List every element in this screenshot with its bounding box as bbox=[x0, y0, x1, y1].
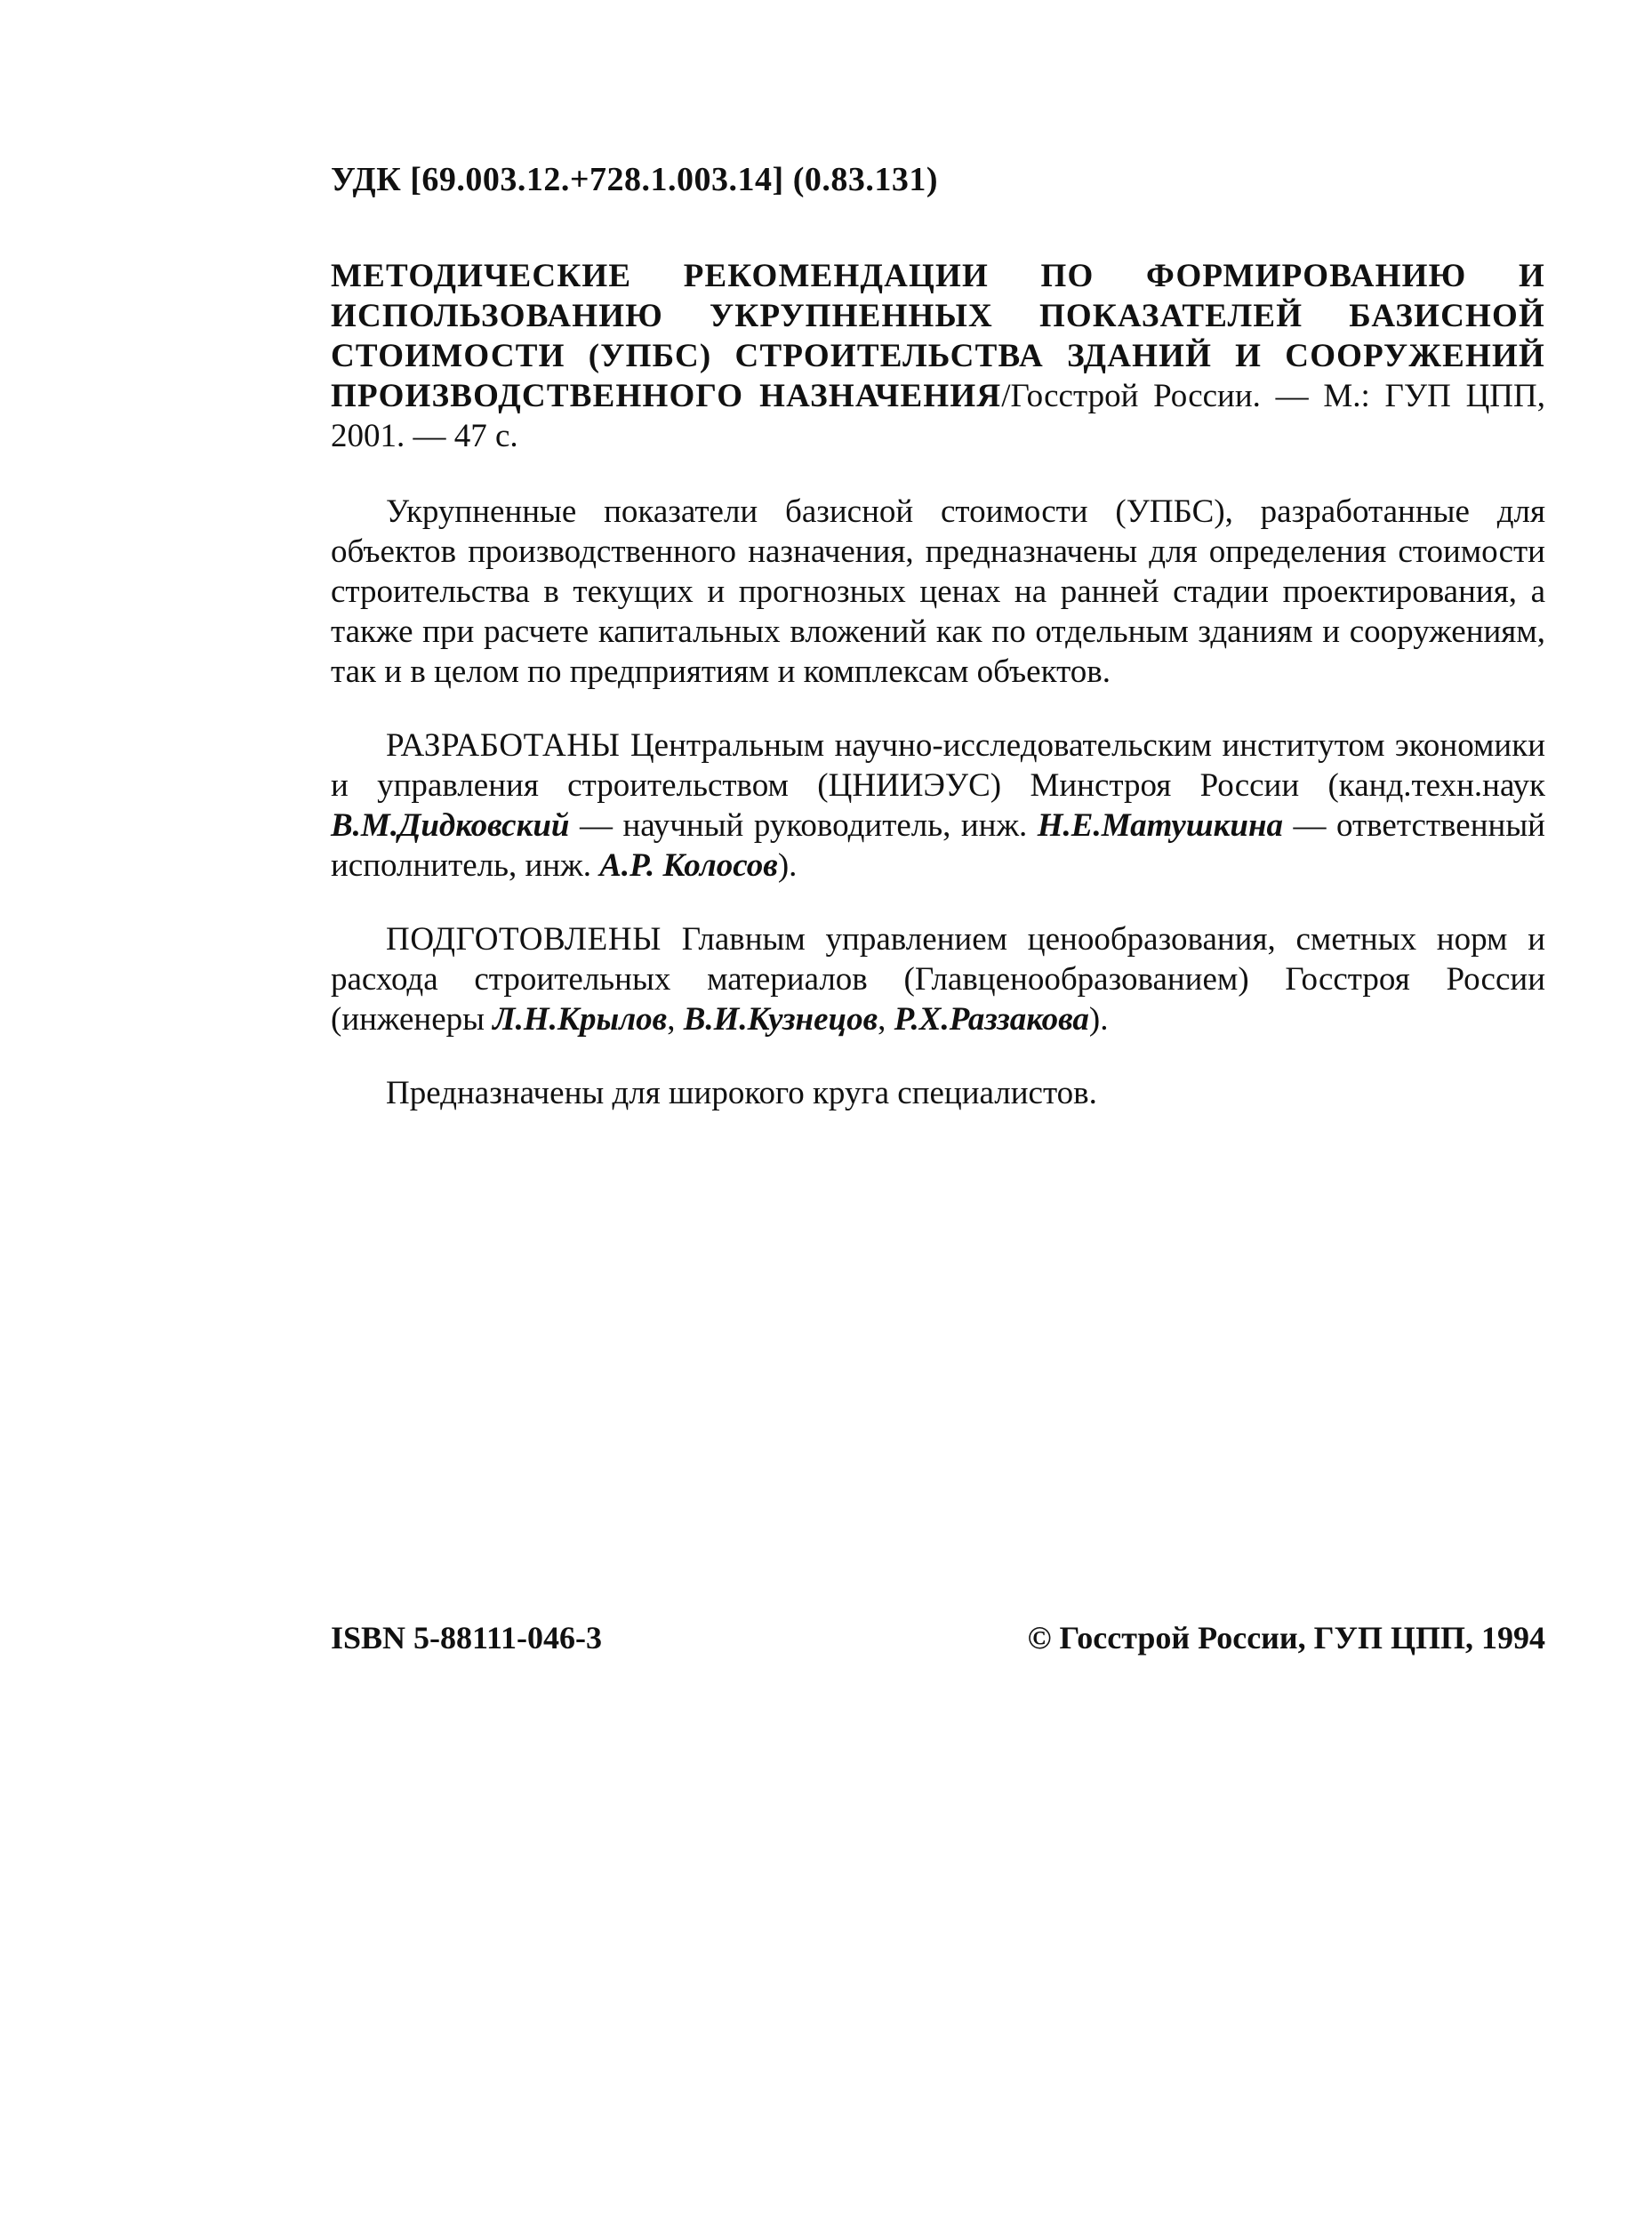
developed-lead: РАЗРАБОТАНЫ bbox=[386, 727, 621, 764]
developer-person-3: А.Р. Колосов bbox=[599, 847, 778, 884]
bibliographic-entry bbox=[331, 256, 1545, 456]
copyright-notice: © Госстрой России, ГУП ЦПП, 1994 bbox=[1027, 1620, 1545, 1656]
developed-text-4: ). bbox=[777, 847, 798, 884]
developed-text-1: Центральным научно-исследовательским институтом экономики и управления строительством (ЦНИИЭУС) Минстроя России (канд.техн.наук bbox=[331, 727, 1545, 804]
prepared-separator-2: , bbox=[878, 1001, 894, 1038]
preparer-person-2: В.И.Кузнецов bbox=[683, 1001, 878, 1038]
prepared-by-paragraph bbox=[331, 919, 1545, 1039]
developed-text-3: — ответственный исполнитель, инж. bbox=[331, 807, 1545, 884]
audience-paragraph: Предназначены для широкого круга специалистов. bbox=[386, 1075, 1097, 1111]
preparer-person-3: Р.Х.Раззакова bbox=[894, 1001, 1089, 1038]
document-page bbox=[331, 158, 1545, 1147]
developed-text-2: — научный руководитель, инж. bbox=[569, 807, 1038, 844]
prepared-text-2: ). bbox=[1088, 1001, 1109, 1038]
developer-person-1: В.М.Дидковский bbox=[331, 807, 570, 844]
prepared-separator-1: , bbox=[667, 1001, 684, 1038]
publication-imprint: /Госстрой России. — М.: ГУП ЦПП, 2001. — 47 с. bbox=[331, 378, 1545, 454]
imprint-footer bbox=[331, 1616, 1545, 1661]
abstract-paragraph: Укрупненные показатели базисной стоимости (УПБС), разработанные для объектов производственного назначения, предназначены для определения стоимости строительства в текущих и прогнозных ценах на ранней стадии проектирования, а также при расчете капитальных вложений как по отдельным зданиям и сооружениям, так и в целом по предприятиям и комплексам объектов. bbox=[331, 493, 1545, 690]
isbn: ISBN 5-88111-046-3 bbox=[331, 1620, 603, 1656]
developer-person-2: Н.Е.Матушкина bbox=[1037, 807, 1284, 844]
prepared-text-1: Главным управлением ценообразования, сметных норм и расхода строительных материалов (Главценообразованием) Госстроя России (инженеры bbox=[331, 921, 1545, 1038]
preparer-person-1: Л.Н.Крылов bbox=[493, 1001, 668, 1038]
prepared-lead: ПОДГОТОВЛЕНЫ bbox=[386, 921, 662, 958]
developed-by-paragraph bbox=[331, 726, 1545, 886]
udk-code: УДК [69.003.12.+728.1.003.14] (0.83.131) bbox=[331, 161, 939, 198]
publication-title: МЕТОДИЧЕСКИЕ РЕКОМЕНДАЦИИ ПО ФОРМИРОВАНИЮ И ИСПОЛЬЗОВАНИЮ УКРУПНЕННЫХ ПОКАЗАТЕЛЕЙ БАЗИСНОЙ СТОИМОСТИ (УПБС) СТРОИТЕЛЬСТВА ЗДАНИЙ И СООРУЖЕНИЙ ПРОИЗВОДСТВЕННОГО НАЗНАЧЕНИЯ bbox=[331, 258, 1545, 414]
